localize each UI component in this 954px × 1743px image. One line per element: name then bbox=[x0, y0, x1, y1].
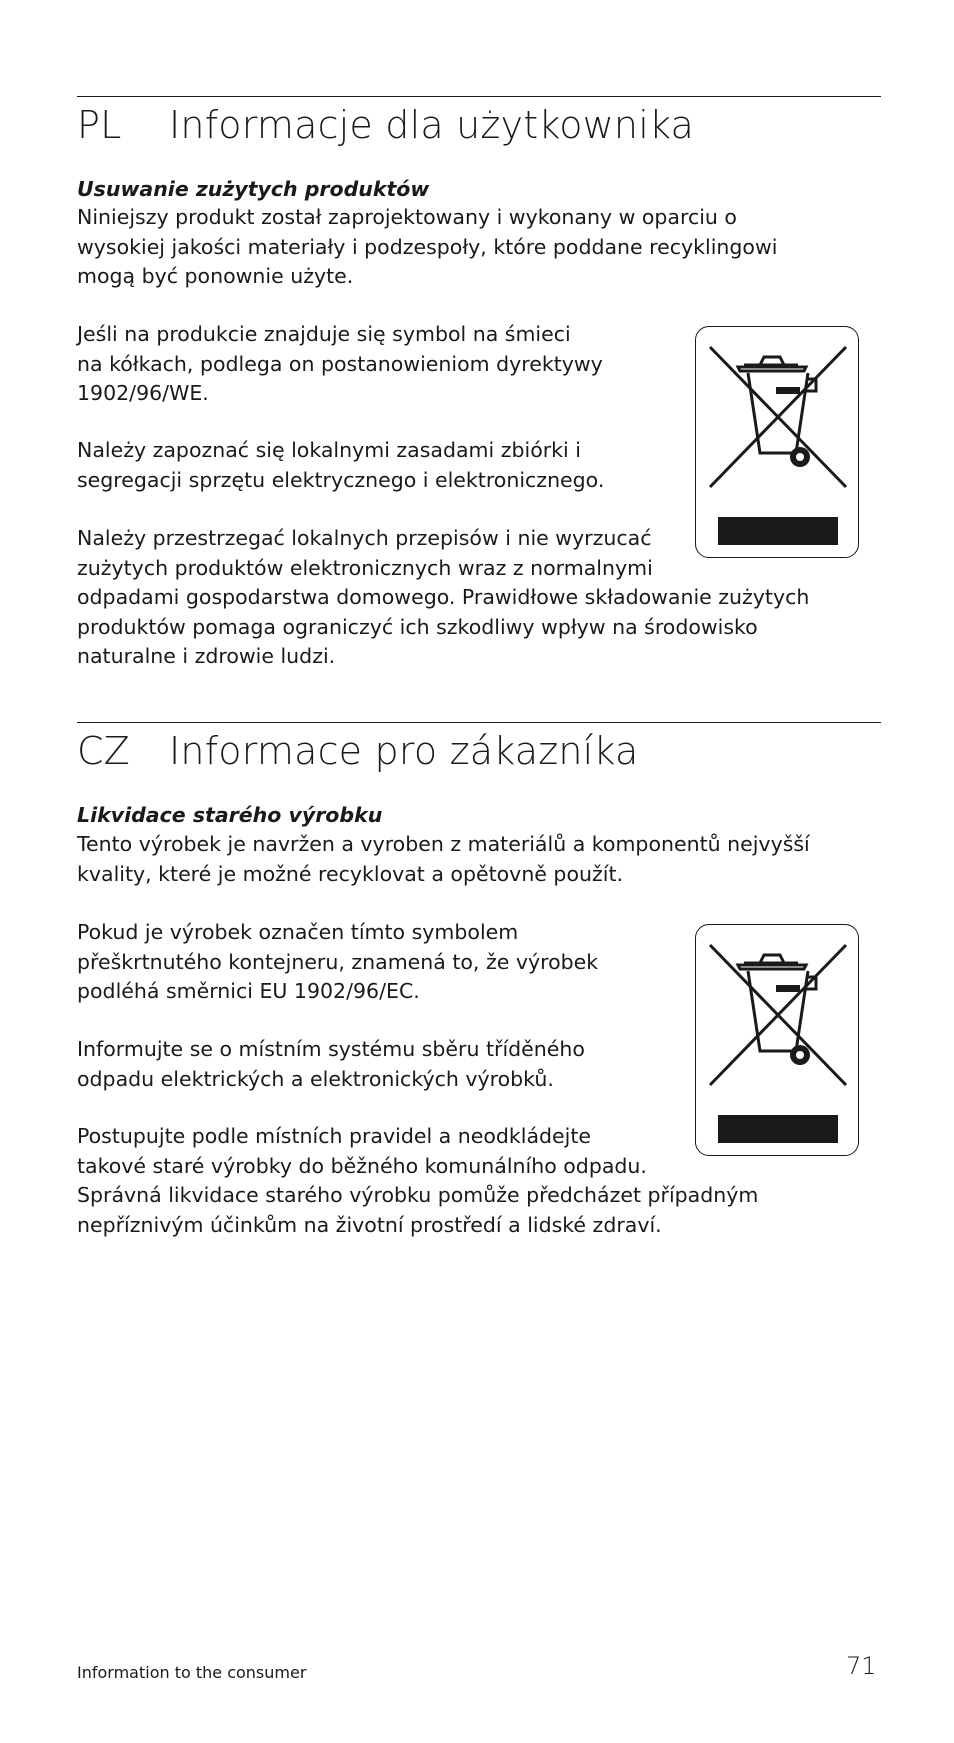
section-subtitle-pl: Usuwanie zużytych produktów bbox=[77, 177, 430, 201]
crossed-out-wheelie-bin-icon bbox=[695, 924, 859, 1156]
language-code-pl: PL bbox=[77, 103, 122, 147]
section-heading-pl bbox=[77, 103, 694, 147]
paragraph-pl-1 bbox=[77, 203, 777, 292]
text-line: Należy zapoznać się lokalnymi zasadami zbiórki i bbox=[77, 438, 581, 462]
text-line: Pokud je výrobek označen tímto symbolem bbox=[77, 920, 519, 944]
footer-label: Information to the consumer bbox=[77, 1663, 307, 1682]
text-line: Należy przestrzegać lokalnych przepisów i nie wyrzucać bbox=[77, 526, 652, 550]
section-divider-cz bbox=[77, 722, 881, 723]
text-line: podléhá směrnici EU 1902/96/EC. bbox=[77, 979, 420, 1003]
text-line: mogą być ponownie użyte. bbox=[77, 264, 354, 288]
paragraph-cz-4 bbox=[77, 1122, 758, 1240]
section-title-pl: Informacje dla użytkownika bbox=[169, 103, 694, 147]
section-heading-cz bbox=[77, 729, 638, 773]
paragraph-pl-2 bbox=[77, 320, 603, 409]
paragraph-cz-1 bbox=[77, 830, 810, 889]
text-line: odpadu elektrických a elektronických výrobků. bbox=[77, 1066, 554, 1091]
section-divider-pl bbox=[77, 96, 881, 97]
text-line: odpadami gospodarstwa domowego. Prawidłowe składowanie zużytych bbox=[77, 585, 810, 609]
text-line: přeškrtnutého kontejneru, znamená to, že výrobek bbox=[77, 949, 599, 974]
text-line: kvality, které je možné recyklovat a opětovně použít. bbox=[77, 861, 623, 886]
paragraph-cz-3 bbox=[77, 1035, 585, 1094]
text-line: produktów pomaga ograniczyć ich szkodliwy wpływ na środowisko bbox=[77, 614, 758, 639]
text-line: na kółkach, podlega on postanowieniom dyrektywy bbox=[77, 351, 603, 376]
text-line: zużytych produktów elektronicznych wraz z normalnymi bbox=[77, 555, 653, 580]
text-line: Tento výrobek je navržen a vyroben z materiálů a komponentů nejvyšší bbox=[77, 832, 810, 856]
text-line: Postupujte podle místních pravidel a neodkládejte bbox=[77, 1124, 592, 1148]
text-line: wysokiej jakości materiały i podzespoły, które poddane recyklingowi bbox=[77, 234, 778, 259]
text-line: takové staré výrobky do běžného komunálního odpadu. bbox=[77, 1153, 647, 1178]
text-line: Jeśli na produkcie znajduje się symbol na śmieci bbox=[77, 322, 571, 346]
text-line: Niniejszy produkt został zaprojektowany i wykonany w oparciu o bbox=[77, 205, 737, 229]
language-code-cz: CZ bbox=[77, 729, 130, 773]
text-line: 1902/96/WE. bbox=[77, 381, 209, 405]
page-number: 71 bbox=[846, 1652, 877, 1680]
text-line: naturalne i zdrowie ludzi. bbox=[77, 644, 336, 668]
paragraph-pl-3 bbox=[77, 436, 604, 495]
text-line: nepříznivým účinkům na životní prostředí a lidské zdraví. bbox=[77, 1212, 662, 1237]
text-line: segregacji sprzętu elektrycznego i elektronicznego. bbox=[77, 467, 605, 492]
text-line: Informujte se o místním systému sběru tříděného bbox=[77, 1037, 585, 1061]
section-subtitle-cz: Likvidace starého výrobku bbox=[77, 803, 383, 827]
text-line: Správná likvidace starého výrobku pomůže předcházet případným bbox=[77, 1183, 759, 1207]
section-title-cz: Informace pro zákazníka bbox=[169, 729, 639, 773]
crossed-out-wheelie-bin-icon bbox=[695, 326, 859, 558]
paragraph-cz-2 bbox=[77, 918, 598, 1007]
